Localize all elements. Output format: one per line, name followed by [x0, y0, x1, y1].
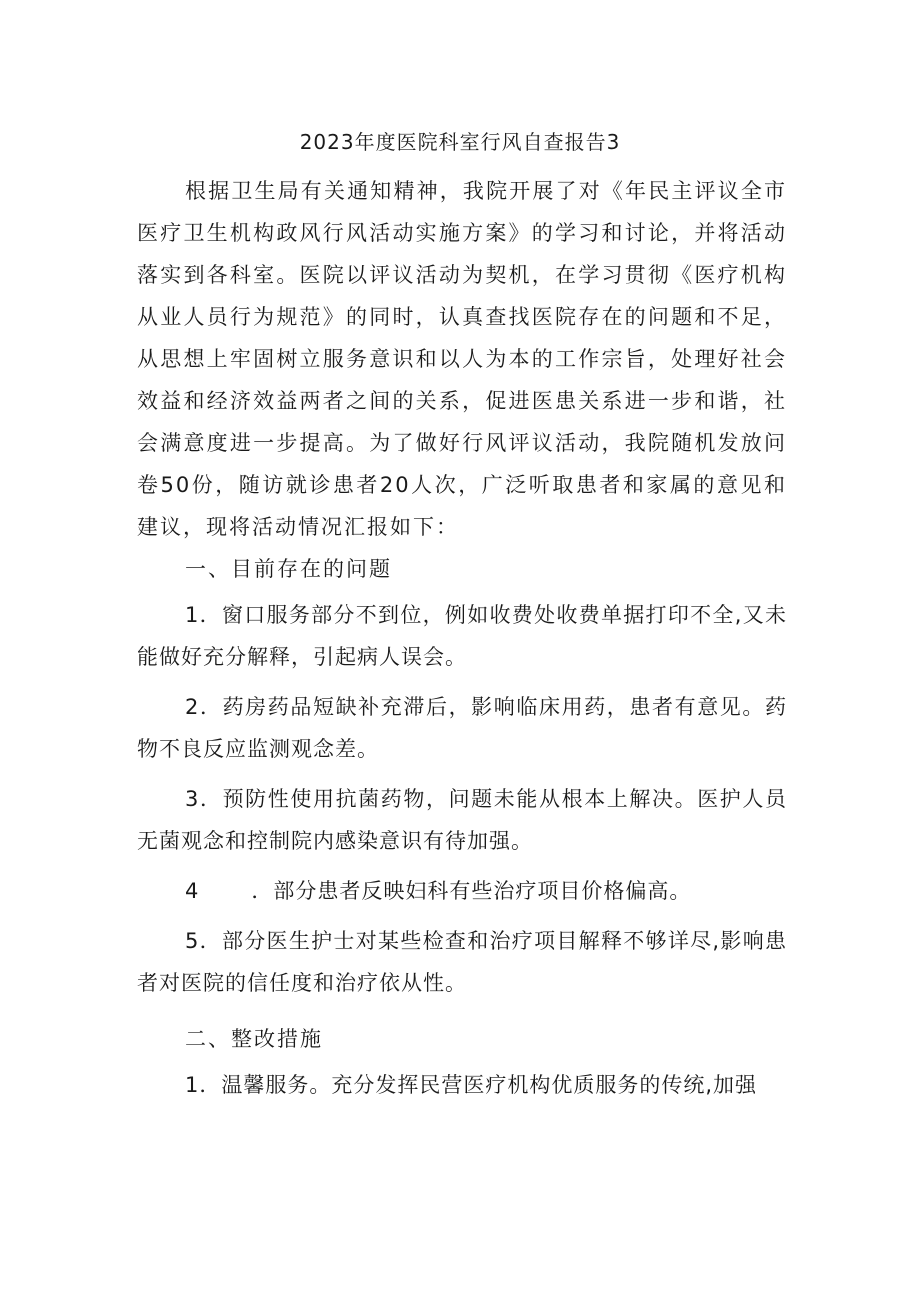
problem-item: [137, 686, 787, 770]
item-number: 4: [185, 879, 200, 903]
item-text: ．药房药品短缺补充滞后，影响临床用药，患者有意见。药物不良反应监测观念差。: [137, 695, 787, 761]
document-title: 2023年度医院科室行风自查报告3: [299, 130, 621, 154]
item-text: ．部分医生护士对某些检查和治疗项目解释不够详尽,影响患者对医院的信任度和治疗依从性。: [137, 929, 787, 995]
measure-item: [137, 1064, 787, 1106]
item-number: 1: [185, 1073, 200, 1097]
problem-item: [137, 920, 787, 1004]
intro-paragraph: 根据卫生局有关通知精神，我院开展了对《年民主评议全市医疗卫生机构政风行风活动实施方案》的学习和讨论，并将活动落实到各科室。医院以评议活动为契机，在学习贯彻《医疗机构从业人员行为规范》的同时，认真查找医院存在的问题和不足，从思想上牢固树立服务意识和以人为本的工作宗旨，处理好社会效益和经济效益两者之间的关系，促进医患关系进一步和谐，社会满意度进一步提高。为了做好行风评议活动，我院随机发放问卷50份，随访就诊患者20人次，广泛听取患者和家属的意见和建议，现将活动情况汇报如下：: [137, 179, 787, 539]
item-number: 1: [185, 603, 200, 627]
item-number: 5: [185, 929, 200, 953]
item-text: ．部分患者反映妇科有些治疗项目价格偏高。: [251, 879, 692, 903]
document-body: [137, 170, 787, 1106]
problem-item: [137, 594, 787, 678]
problem-item: [137, 870, 787, 912]
problem-item: [137, 778, 787, 862]
item-text: ．预防性使用抗菌药物，问题未能从根本上解决。医护人员无菌观念和控制院内感染意识有待加强。: [137, 787, 787, 853]
item-text: ．窗口服务部分不到位，例如收费处收费单据打印不全,又未能做好充分解释，引起病人误会。: [137, 603, 787, 669]
item-text: ．温馨服务。充分发挥民营医疗机构优质服务的传统,加强: [199, 1073, 758, 1097]
section-heading-problems: 一、目前存在的问题: [185, 557, 392, 581]
item-number: 3: [185, 787, 200, 811]
item-number: 2: [185, 695, 200, 719]
section-heading-measures: 二、整改措施: [185, 1027, 323, 1051]
